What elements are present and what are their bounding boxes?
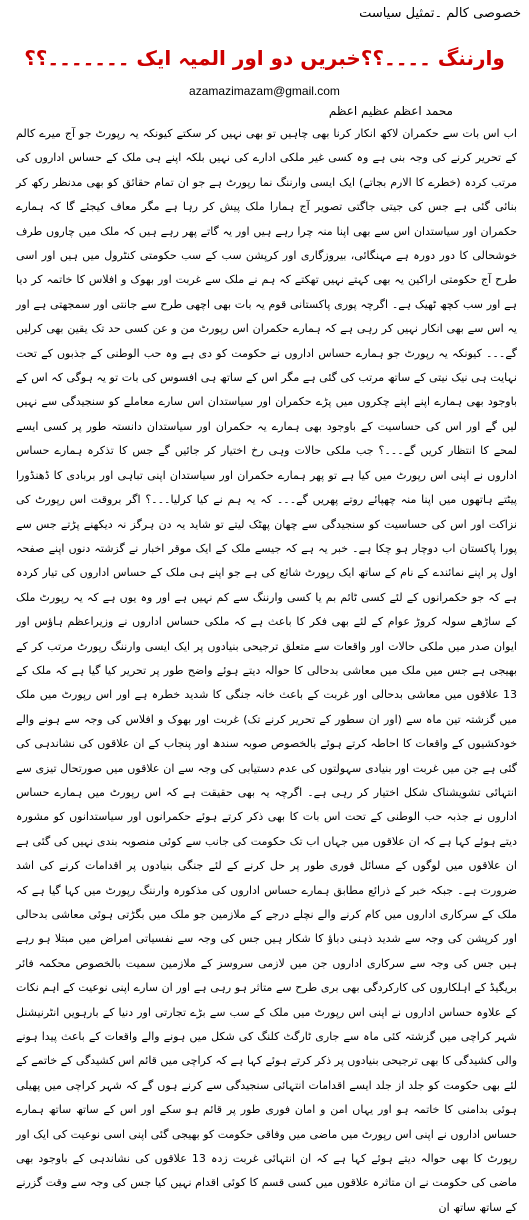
article-body: [16, 122, 517, 1220]
headline: وارننگ ۔۔۔۔؟؟خبریں دو اور المیہ ایک ۔۔۔۔۔۔۔؟؟: [24, 46, 505, 70]
author-email[interactable]: azamazimazam@gmail.com: [189, 84, 340, 98]
column-kicker: خصوصی کالم ۔تمثیل سیاست: [359, 6, 521, 21]
article-paragraph: اب اس بات سے حکمران لاکھ انکار کرنا بھی چاہیں تو بھی نہیں کر سکتے کیونکہ یہ رپورٹ جو آج میرے کالم کے تحریر کرنے کی وجہ بنی ہے وہ کسی غیر ملکی ادارے کی نہیں بلکہ اپنے ہی ملک کے حساس اداروں کی مرتب کردہ (خطرے کا الارم بجاتے) ایک ایسی وارننگ نما رپورٹ ہے جو ان تمام حقائق کو بھی مدنظر رکھ کر بنائی گئی ہے جس کی جیتی جاگتی تصویر آج ہمارا ملک پیش کر رہا ہے مگر معاف کیجئے گا کہ ہمارے حکمران اور سیاستدان اس سے بھی اپنا منہ چرا رہے ہیں اور یہ گاتے پھر رہے ہیں کہ ملک میں چاروں طرف خوشحالی کا دور دورہ ہے مہنگائی، بیروزگاری اور کرپشن سب کے سب حکومتی کنٹرول میں ہیں اور اسی طرح آج حکومتی اراکین یہ بھی کہتے نہیں تھکتے کہ ہم نے ملک سے غربت اور بھوک و افلاس کا خاتمہ کر دیا ہے اور سب کچھ ٹھیک ہے۔ اگرچہ پوری پاکستانی قوم یہ بات بھی اچھی طرح سے جانتی اور سمجھتی ہے اور یہ اس سے بھی انکار نہیں کر رہی ہے کہ ہمارے حکمران اس رپورٹ من و عن کسی حد تک یقین بھی کرلیں گے۔۔۔ کیونکہ یہ رپورٹ جو ہمارے حساس اداروں نے حکومت کو دی ہے وہ حب الوطنی کے جذبوں کے تحت نہایت ہی نیک نیتی کے ساتھ مرتب کی گئی ہے مگر اس کے ساتھ ہی افسوس کی بات تو یہ ہوگی کہ اس کے باوجود بھی ہمارے اپنے اپنے چکروں میں پڑے حکمران اور سیاستدان اس سارے معاملے کو سنجیدگی سے نہیں لیں گے اور اس کی حساسیت کے باوجود بھی ہمارے یہ حکمران اور سیاستدان دانستہ طور پر کسی ایسے لمحے کا انتظار کریں گے۔۔۔؟ جب ملکی حالات وہی رخ اختیار کر جائیں گے جس کا تذکرہ ہمارے حساس اداروں نے اپنی اس رپورٹ میں کیا ہے تو پھر ہمارے حکمران اور سیاستدان اپنی تباہی اور بربادی کا ڈھنڈورا پیٹتے ہاتھوں میں اپنا منہ چھپائے روتے پھریں گے۔۔۔ کہ یہ ہم نے کیا کرلیا۔۔۔؟ اگر بروقت اس رپورٹ کی نزاکت اور اس کی حساسیت کو سنجیدگی سے چھان پھٹک لیتے تو شاید یہ دن ہرگز نہ دیکھنے پڑتے جس سے پورا پاکستان اب دوچار ہو چکا ہے۔ خبر یہ ہے کہ جیسے ملک کے ایک موقر اخبار نے گزشتہ دنوں اپنے صفحہ اول پر اپنے نمائندے کے نام کے ساتھ ایک رپورٹ شائع کی ہے جو اپنے ہی ملک کے حساس اداروں کی تیار کردہ ہے کہ جو حکمرانوں کے لئے کسی ٹائم بم یا کسی وارننگ سے کم نہیں ہے اور وہ یوں ہے کہ یہ رپورٹ ملک کے ساڑھے سولہ کروڑ عوام کے لئے بھی فکر کا باعث ہے کہ ملکی حساس اداروں نے وزیراعظم ہاؤس اور ایوان صدر میں ملکی حالات اور واقعات سے متعلق ترجیحی بنیادوں پر ایک ایسی وارننگ رپورٹ مرتب کر کے بھیجی ہے جس میں ملک میں معاشی بدحالی کا حوالہ دیتے ہوئے واضح طور پر تحریر کیا گیا ہے کہ ملک کے 13 علاقوں میں معاشی بدحالی اور غربت کے باعث خانہ جنگی کا شدید خطرہ ہے اور اس رپورٹ میں ملک میں گزشتہ تین ماہ سے (اور ان سطور کے تحریر کرنے تک) غربت اور بھوک و افلاس کی وجہ سے ہونے والے خودکشیوں کے واقعات کا احاطہ کرتے ہوئے بالخصوص صوبہ سندھ اور پنجاب کے ان علاقوں کی نشاندہی کی گئی ہے جن میں غربت اور بنیادی سہولتوں کی عدم دستیابی کی وجہ سے ان علاقوں میں صورتحال تیزی سے انتہائی تشویشناک شکل اختیار کر رہی ہے۔ اگرچہ یہ بھی حقیقت ہے کہ اس رپورٹ میں ہمارے حساس اداروں نے جذبہ حب الوطنی کے تحت اس بات کا بھی ذکر کرتے ہوئے حکمرانوں اور سیاستدانوں کو مشورہ دیتے ہوئے کہا ہے کہ ان علاقوں میں جہاں اب تک حکومت کی جانب سے کوئی منصوبہ بندی نہیں کی گئی ہے ان علاقوں میں لوگوں کے مسائل فوری طور پر حل کرنے کے لئے جنگی بنیادوں پر اقدامات کرنے کی اشد ضرورت ہے۔ جبکہ خبر کے ذرائع مطابق ہمارے حساس اداروں کی مذکورہ وارننگ رپورٹ میں کہا گیا ہے کہ ملک کے سرکاری اداروں میں کام کرنے والے نچلے درجے کے ملازمین جو ملک میں بگڑتی ہوئی معاشی بدحالی اور کرپشن کی وجہ سے شدید ذہنی دباؤ کا شکار ہیں جس کی وجہ سے نفسیاتی امراض میں مبتلا ہو رہے ہیں جس کی وجہ سے سرکاری اداروں جن میں لازمی سروسز کے ملازمین سمیت بالخصوص محکمہ فائر بریگیڈ کے اہلکاروں کی کارکردگی بھی بری طرح سے متاثر ہو رہی ہے اور ان سارے اپنی نوعیت کے اہم نکات کے علاوہ حساس اداروں نے اپنی اس رپورٹ میں ملک کے سب سے بڑے تجارتی اور دنیا کے بارہویں انٹرنیشنل شہر کراچی میں گزشتہ کئی ماہ سے جاری ٹارگٹ کلنگ کی شکل میں ہونے والے واقعات کے باعث پیدا ہونے والی کشیدگی کا بھی ترجیحی بنیادوں پر ذکر کرتے ہوئے کہا ہے کہ کراچی میں قائم اس کشیدگی کے خاتمے کے لئے بھی حکومت کو جلد از جلد ایسے اقدامات انتہائی سنجیدگی سے کرنے ہوں گے کہ شہر کراچی میں پھیلی ہوئی بدامنی کا خاتمہ ہو اور یہاں امن و امان فوری طور پر قائم ہو سکے اور اس کے ساتھ ساتھ ہمارے حساس اداروں نے اپنی اس رپورٹ میں ماضی میں وفاقی حکومت کو بھیجی گئی اپنی اسی نوعیت کی ایک اور رپورٹ کا بھی حوالہ دیتے ہوئے کہا ہے کہ ان انتہائی غربت زدہ 13 علاقوں کی نشاندہی کے باوجود بھی ماضی کی حکومت نے ان متاثرہ علاقوں میں کسی قسم کا کوئی اقدام نہیں کیا جس کی وجہ سے وقت گزرنے کے ساتھ ساتھ ان: [16, 127, 518, 1214]
author-byline: محمد اعظم عظیم اعظم: [328, 104, 453, 118]
